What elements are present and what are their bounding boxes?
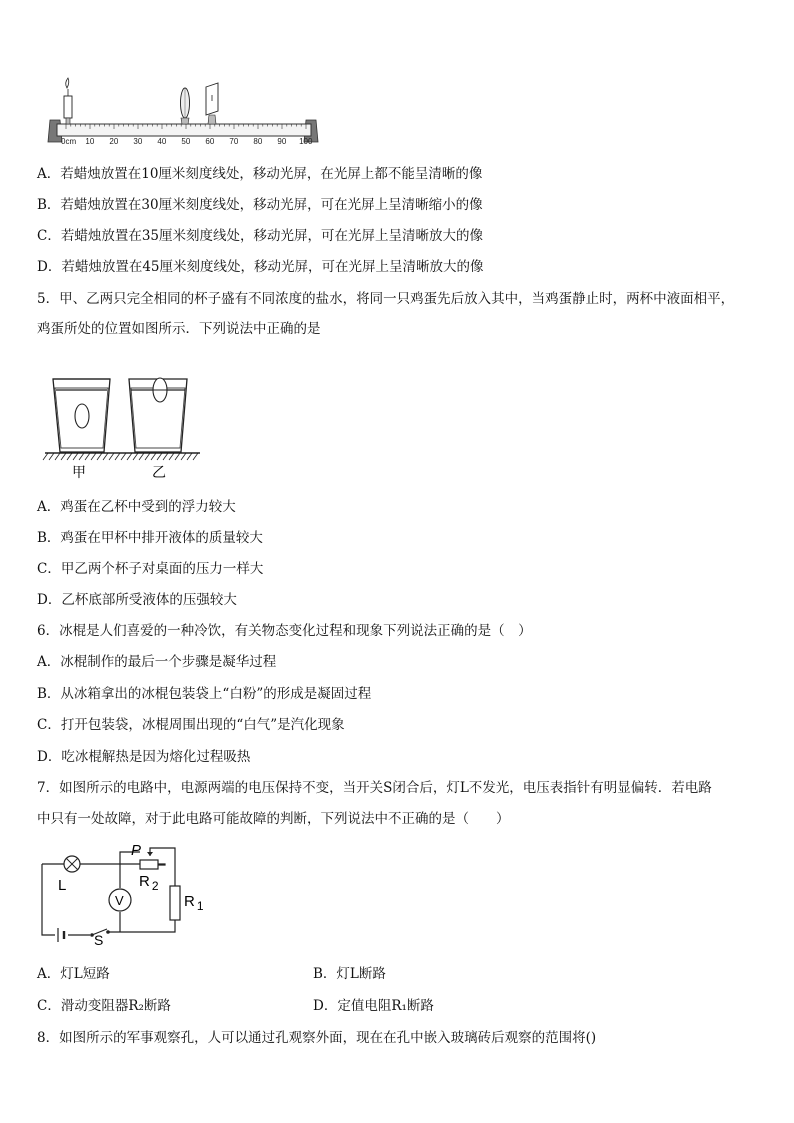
q6-option-b[interactable]: B．从冰箱拿出的冰棍包装袋上“白粉”的形成是凝固过程	[37, 686, 372, 702]
table-hatch	[61, 453, 66, 460]
table-hatch	[175, 453, 180, 460]
q4-option-d[interactable]: D．若蜡烛放置在45厘米刻度线处，移动光屏，可在光屏上呈清晰放大的像	[37, 259, 484, 275]
q6-stem: 6．冰棍是人们喜爱的一种冷饮，有关物态变化过程和现象下列说法正确的是（ ）	[37, 623, 532, 639]
candle	[64, 78, 72, 124]
cup-yi	[129, 378, 187, 452]
table-hatch	[79, 453, 84, 460]
table-hatch	[91, 453, 96, 460]
q4-option-c[interactable]: C．若蜡烛放置在35厘米刻度线处，移动光屏，可在光屏上呈清晰放大的像	[37, 228, 484, 244]
table-hatch	[145, 453, 150, 460]
table-hatch	[115, 453, 120, 460]
q7-option-c[interactable]: C．滑动变阻器R₂断路	[37, 998, 171, 1014]
cup-label-jia: 甲	[72, 464, 86, 480]
egg-cups-diagram	[0, 360, 794, 500]
table-hatch	[103, 453, 108, 460]
table-hatch	[43, 453, 48, 460]
ruler-label: 60	[205, 137, 215, 146]
q5-stem-line1: 5．甲、乙两只完全相同的杯子盛有不同浓度的盐水，将同一只鸡蛋先后放入其中，当鸡蛋静止时，两杯中液面相平，	[37, 291, 735, 307]
q5-option-b[interactable]: B．鸡蛋在甲杯中排开液体的质量较大	[37, 530, 263, 546]
q7-option-a[interactable]: A．灯L短路	[37, 966, 110, 982]
table-hatch	[121, 453, 126, 460]
table-hatch	[109, 453, 114, 460]
slider-label-p: P	[131, 842, 142, 859]
ruler-label: 10	[85, 137, 95, 146]
table-hatch	[163, 453, 168, 460]
q8-stem: 8．如图所示的军事观察孔，人可以通过孔观察外面，现在在孔中嵌入玻璃砖后观察的范围将()	[37, 1030, 597, 1046]
table-hatch	[157, 453, 162, 460]
table-hatch	[67, 453, 72, 460]
optical-bench-diagram	[0, 0, 794, 160]
circuit-diagram	[0, 840, 794, 960]
voltmeter-label: V	[115, 893, 124, 908]
switch-label: S	[94, 932, 104, 948]
q4-option-b[interactable]: B．若蜡烛放置在30厘米刻度线处，移动光屏，可在光屏上呈清晰缩小的像	[37, 197, 483, 213]
q4-option-a[interactable]: A．若蜡烛放置在10厘米刻度线处，移动光屏，在光屏上都不能呈清晰的像	[37, 166, 483, 182]
table-hatch	[133, 453, 138, 460]
r1-label: R $_1$	[184, 893, 204, 913]
lamp-label: L	[58, 877, 67, 894]
table-hatch	[151, 453, 156, 460]
light-screen	[206, 83, 218, 124]
table-hatch	[127, 453, 132, 460]
table-hatch	[169, 453, 174, 460]
table-hatch	[73, 453, 78, 460]
table-hatch	[55, 453, 60, 460]
q5-option-c[interactable]: C．甲乙两个杯子对桌面的压力一样大	[37, 561, 264, 577]
ruler-label: 90	[277, 137, 287, 146]
ruler-label: 70	[229, 137, 239, 146]
table-hatch	[181, 453, 186, 460]
resistor-r1	[170, 886, 180, 920]
q7-option-b[interactable]: B．灯L断路	[313, 966, 386, 982]
table-hatch	[139, 453, 144, 460]
cup-label-yi: 乙	[152, 464, 166, 480]
rheostat-r2	[140, 852, 158, 869]
q7-stem-line2: 中只有一处故障，对于此电路可能故障的判断，下列说法中不正确的是（ ）	[37, 811, 510, 827]
ruler-label: 80	[253, 137, 263, 146]
q5-stem-line2: 鸡蛋所处的位置如图所示．下列说法中正确的是	[37, 321, 321, 337]
q7-option-d[interactable]: D．定值电阻R₁断路	[313, 998, 434, 1014]
ruler-label: 0cm	[61, 137, 77, 146]
table-hatch	[187, 453, 192, 460]
ruler-label: 40	[157, 137, 167, 146]
ruler-label: 30	[133, 137, 143, 146]
q6-option-a[interactable]: A．冰棍制作的最后一个步骤是凝华过程	[37, 654, 277, 670]
table-hatch	[97, 453, 102, 460]
ruler-label: 50	[181, 137, 191, 146]
q5-option-d[interactable]: D．乙杯底部所受液体的压强较大	[37, 592, 237, 608]
q6-option-c[interactable]: C．打开包装袋，冰棍周围出现的“白气”是汽化现象	[37, 717, 345, 733]
table-hatch	[85, 453, 90, 460]
q7-stem-line1: 7．如图所示的电路中，电源两端的电压保持不变，当开关S闭合后，灯L不发光，电压表指针有明显偏转．若电路	[37, 780, 712, 796]
table-hatch	[193, 453, 198, 460]
ruler-label: 100	[299, 137, 313, 146]
lamp-icon	[64, 856, 80, 872]
ruler-label: 20	[109, 137, 119, 146]
table-hatch	[49, 453, 54, 460]
q5-option-a[interactable]: A．鸡蛋在乙杯中受到的浮力较大	[37, 499, 236, 515]
q6-option-d[interactable]: D．吃冰棍解热是因为熔化过程吸热	[37, 749, 251, 765]
voltmeter-icon	[109, 889, 131, 911]
battery-icon	[58, 928, 64, 942]
convex-lens	[181, 88, 190, 124]
cup-jia	[53, 379, 110, 452]
r2-label: R $_2$	[139, 873, 159, 893]
